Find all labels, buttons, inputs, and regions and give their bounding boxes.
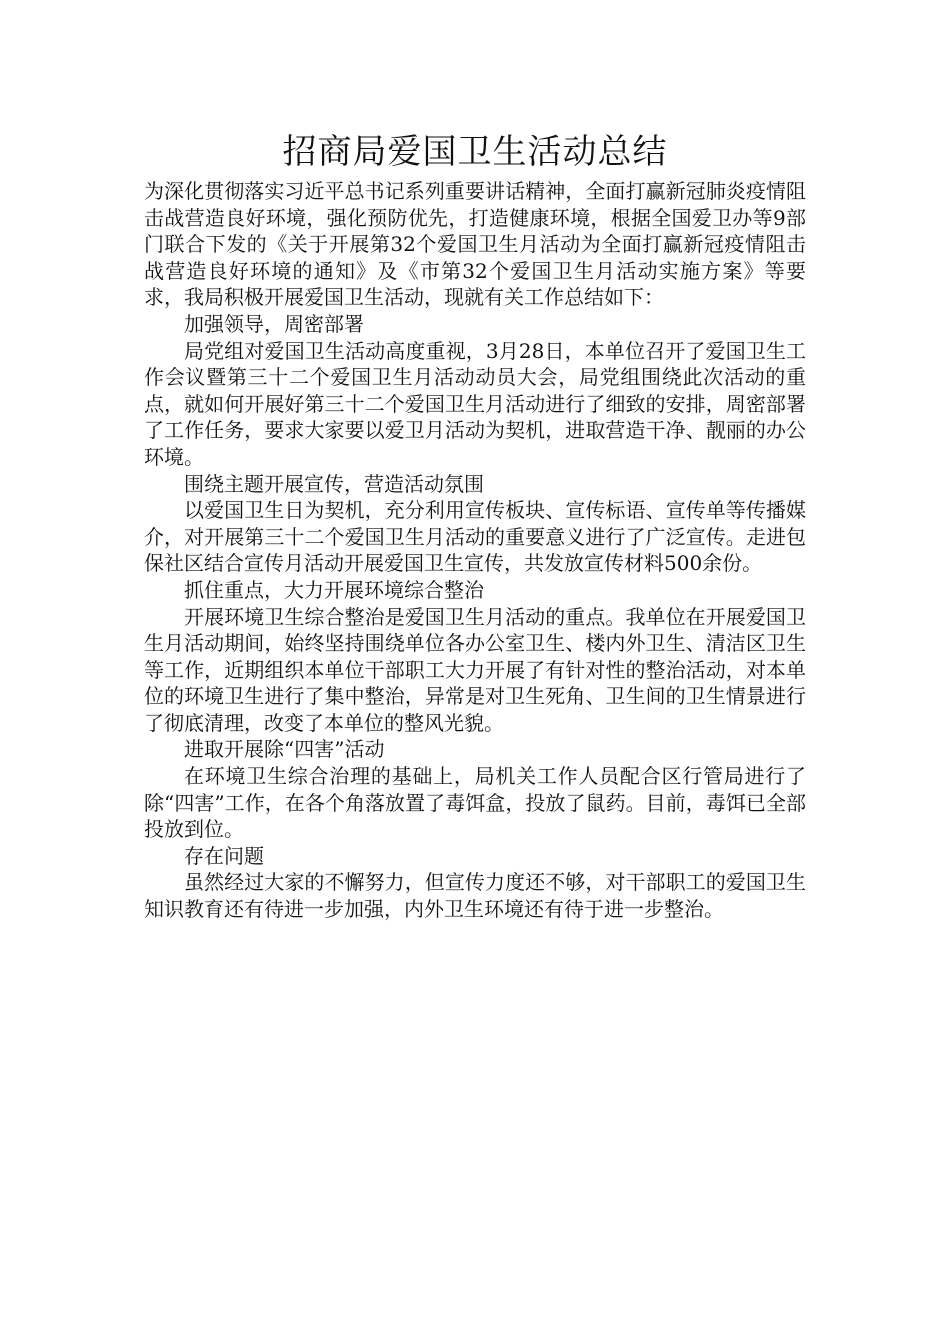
- document-title: 招商局爱国卫生活动总结: [282, 132, 668, 172]
- section-body-publicity: 以爱国卫生日为契机，充分利用宣传板块、宣传标语、宣传单等传播媒介，对开展第三十二个爱国卫生月活动的重要意义进行了广泛宣传。走进包保社区结合宣传月活动开展爱国卫生宣传，共发放宣传材料500余份。: [144, 498, 806, 576]
- section-body-environment: 开展环境卫生综合整治是爱国卫生月活动的重点。我单位在开展爱国卫生月活动期间，始终坚持围绕单位各办公室卫生、楼内外卫生、清洁区卫生等工作，近期组织本单位干部职工大力开展了有针对性的整治活动，对本单位的环境卫生进行了集中整治，异常是对卫生死角、卫生间的卫生情景进行了彻底清理，改变了本单位的整风光貌。: [144, 604, 806, 735]
- section-heading-problems: 存在问题: [184, 843, 264, 868]
- document-page: [144, 126, 806, 923]
- section-body-problems: 虽然经过大家的不懈努力，但宣传力度还不够，对干部职工的爱国卫生知识教育还有待进一步加强，内外卫生环境还有待于进一步整治。: [144, 870, 806, 922]
- section-heading-environment: 抓住重点，大力开展环境综合整治: [184, 577, 484, 602]
- section-body-four-pests: 在环境卫生综合治理的基础上，局机关工作人员配合区行管局进行了除“四害”工作，在各个角落放置了毒饵盒，投放了鼠药。目前，毒饵已全部投放到位。: [144, 764, 806, 842]
- section-heading-four-pests: 进取开展除“四害”活动: [184, 737, 385, 762]
- intro-paragraph: 为深化贯彻落实习近平总书记系列重要讲话精神，全面打赢新冠肺炎疫情阻击战营造良好环境，强化预防优先，打造健康环境，根据全国爱卫办等9部门联合下发的《关于开展第32个爱国卫生月活动为全面打赢新冠疫情阻击战营造良好环境的通知》及《市第32个爱国卫生月活动实施方案》等要求，我局积极开展爱国卫生活动，现就有关工作总结如下：: [144, 179, 806, 310]
- section-body-leadership: 局党组对爱国卫生活动高度重视，3月28日，本单位召开了爱国卫生工作会议暨第三十二个爱国卫生月活动动员大会，局党组围绕此次活动的重点，就如何开展好第三十二个爱国卫生月活动进行了细致的安排，周密部署了工作任务，要求大家要以爱卫月活动为契机，进取营造干净、靓丽的办公环境。: [144, 338, 806, 469]
- section-heading-publicity: 围绕主题开展宣传，营造活动氛围: [184, 471, 484, 496]
- document-body: [144, 178, 806, 923]
- section-heading-leadership: 加强领导，周密部署: [184, 311, 364, 336]
